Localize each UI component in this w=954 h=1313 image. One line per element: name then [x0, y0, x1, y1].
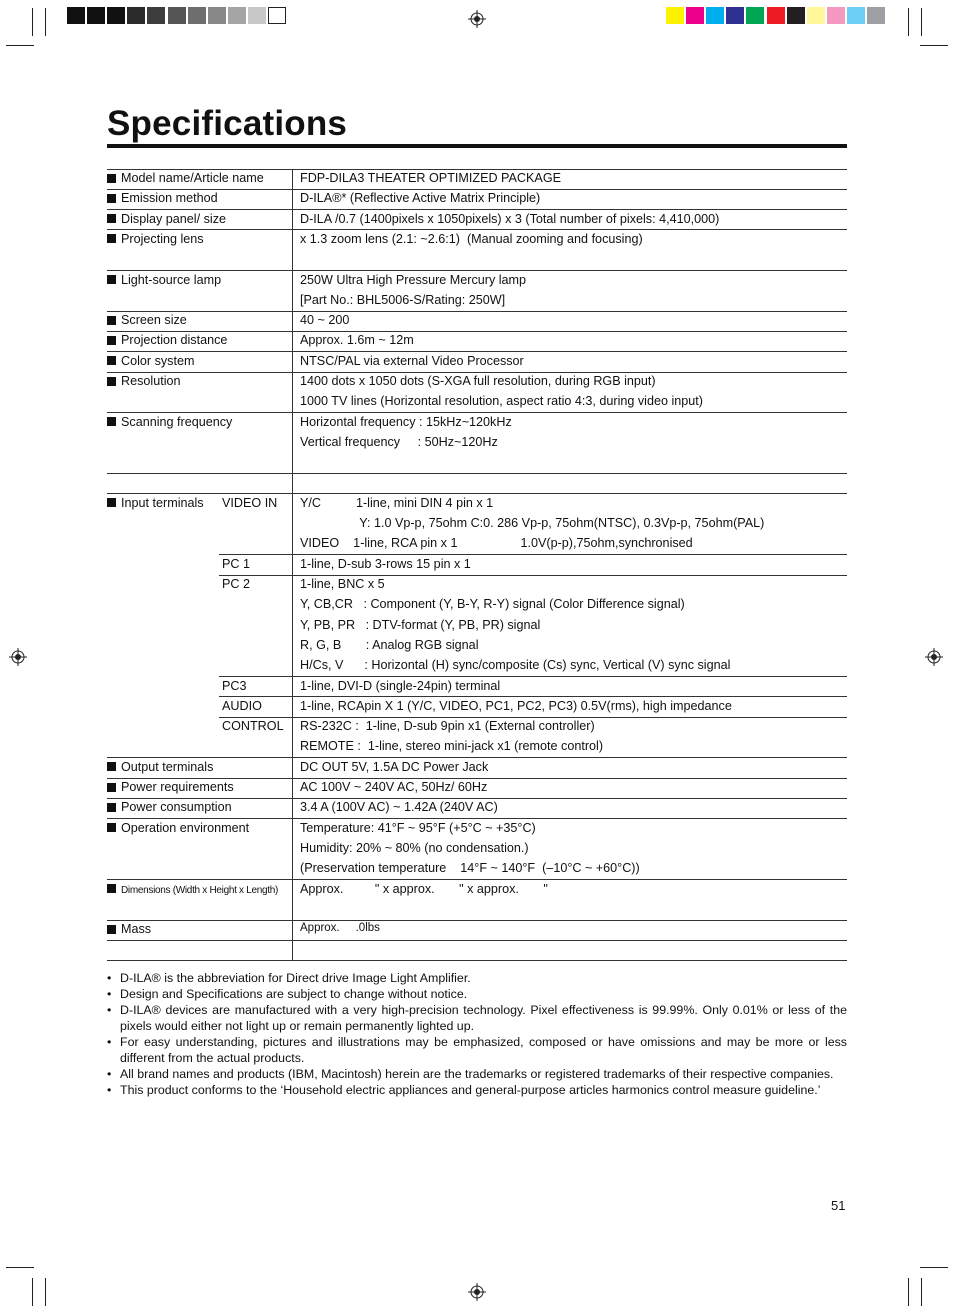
- page-title: Specifications: [107, 104, 348, 143]
- spec-value-line: REMOTE : 1-line, stereo mini-jack x1 (remote control): [300, 739, 604, 754]
- spec-value-line: 3.4 A (100V AC) ~ 1.42A (240V AC): [300, 800, 498, 815]
- color-swatch: [767, 7, 785, 24]
- spec-label: Emission method: [107, 191, 218, 205]
- gray-swatch: [248, 7, 266, 24]
- spec-row: [107, 311, 847, 331]
- spec-value-line: 1-line, BNC x 5: [300, 577, 385, 591]
- bullet-icon: •: [107, 1067, 112, 1081]
- spec-label: Display panel/ size: [107, 212, 226, 226]
- spec-row: [107, 697, 847, 717]
- spec-value-line: Humidity: 20% ~ 80% (no condensation.): [300, 840, 529, 855]
- color-swatch: [746, 7, 764, 24]
- square-bullet-icon: [107, 234, 116, 243]
- spec-row: [107, 575, 847, 677]
- spec-value-line: FDP-DILA3 THEATER OPTIMIZED PACKAGE: [300, 171, 562, 185]
- spec-value-line: VIDEO 1-line, RCA pin x 1 1.0V(p-p),75ohm,synchronised: [300, 536, 693, 551]
- spec-value-line: Approx. .0lbs: [300, 922, 380, 935]
- spec-row: [107, 819, 847, 880]
- spec-row: [107, 372, 847, 413]
- square-bullet-icon: [107, 783, 116, 792]
- spec-label: Scanning frequency: [107, 415, 232, 429]
- color-swatch: [807, 7, 825, 24]
- color-swatch: [666, 7, 684, 24]
- bullet-icon: •: [107, 1035, 112, 1049]
- spec-sub-label: CONTROL: [222, 719, 284, 734]
- spec-row: [107, 413, 847, 474]
- spec-sub-label: PC 2: [222, 577, 250, 591]
- color-swatch: [726, 7, 744, 24]
- square-bullet-icon: [107, 803, 116, 812]
- registration-mark-icon: [468, 1283, 486, 1301]
- spec-value-line: 1400 dots x 1050 dots (S-XGA full resolution, during RGB input): [300, 374, 656, 388]
- page-number: 51: [831, 1198, 846, 1213]
- spec-row: [107, 555, 847, 575]
- spec-label: Output terminals: [107, 760, 213, 774]
- color-swatch: [847, 7, 865, 24]
- spec-value-line: AC 100V ~ 240V AC, 50Hz/ 60Hz: [300, 780, 488, 794]
- spec-label: Power requirements: [107, 780, 234, 794]
- square-bullet-icon: [107, 925, 116, 934]
- square-bullet-icon: [107, 336, 116, 345]
- square-bullet-icon: [107, 174, 116, 183]
- color-swatch: [827, 7, 845, 24]
- spec-row: [107, 494, 847, 555]
- spec-value-line: [Part No.: BHL5006-S/Rating: 250W]: [300, 292, 506, 307]
- footnote-item: • For easy understanding, pictures and illustrations may be emphasized, composed or have omissions and may be more or less different from the actual products.: [107, 1035, 847, 1065]
- square-bullet-icon: [107, 884, 116, 893]
- spec-value-line: D-ILA®* (Reflective Active Matrix Principle): [300, 191, 541, 206]
- square-bullet-icon: [107, 214, 116, 223]
- gray-swatch: [268, 7, 286, 24]
- color-swatch: [686, 7, 704, 24]
- gray-swatch: [147, 7, 165, 24]
- spec-value-line: NTSC/PAL via external Video Processor: [300, 353, 524, 368]
- spec-row: [107, 778, 847, 798]
- spec-label: Power consumption: [107, 800, 232, 814]
- spec-value-line: D-ILA /0.7 (1400pixels x 1050pixels) x 3 (Total number of pixels: 4,410,000): [300, 211, 720, 226]
- spec-value-line: 1000 TV lines (Horizontal resolution, aspect ratio 4:3, during video input): [300, 394, 703, 409]
- square-bullet-icon: [107, 417, 116, 426]
- spec-value-line: 1-line, RCApin X 1 (Y/C, VIDEO, PC1, PC2, PC3) 0.5V(rms), high impedance: [300, 698, 732, 713]
- gray-swatch: [188, 7, 206, 24]
- spec-value-line: Approx. " x approx. " x approx. ": [300, 881, 548, 896]
- spec-label: Light-source lamp: [107, 273, 221, 287]
- spec-sub-label: AUDIO: [222, 698, 262, 713]
- footnote-item: • D-ILA® is the abbreviation for Direct drive Image Light Amplifier.: [107, 971, 471, 985]
- bullet-icon: •: [107, 1083, 112, 1097]
- spec-label: Operation environment: [107, 821, 249, 835]
- spec-label: Screen size: [107, 313, 187, 327]
- spec-label: Model name/Article name: [107, 171, 264, 185]
- spec-row: [107, 189, 847, 209]
- spec-row: [107, 331, 847, 351]
- spec-value-line: Y/C 1-line, mini DIN 4 pin x 1: [300, 495, 494, 510]
- color-swatch: [787, 7, 805, 24]
- spec-value-line: RS-232C : 1-line, D-sub 9pin x1 (External controller): [300, 719, 595, 734]
- spec-value-line: 250W Ultra High Pressure Mercury lamp: [300, 272, 527, 287]
- spec-sub-label: PC 1: [222, 556, 250, 571]
- spec-row: [107, 798, 847, 818]
- spec-value-line: (Preservation temperature 14°F ~ 140°F (–10°C ~ +60°C)): [300, 861, 640, 876]
- gray-swatch: [107, 7, 125, 24]
- spec-label: Input terminals: [107, 496, 204, 510]
- registration-mark-icon: [925, 648, 943, 666]
- title-rule: [107, 144, 847, 148]
- spec-row: [107, 758, 847, 778]
- spec-value-line: Temperature: 41°F ~ 95°F (+5°C ~ +35°C): [300, 820, 536, 835]
- spec-row: [107, 474, 847, 494]
- footnote-item: • D-ILA® devices are manufactured with a very high-precision technology. Pixel effectiveness is 99.99%. Only 0.01% or less of the pixels would either not light up or remain permanently lighted up.: [107, 1003, 847, 1033]
- spec-value-line: Approx. 1.6m ~ 12m: [300, 333, 414, 348]
- spec-label: Dimensions (Width x Height x Length): [107, 882, 278, 896]
- gray-swatch: [208, 7, 226, 24]
- spec-row: [107, 717, 847, 758]
- spec-value-line: Horizontal frequency : 15kHz~120kHz: [300, 414, 512, 429]
- bullet-icon: •: [107, 1003, 112, 1017]
- color-swatch: [867, 7, 885, 24]
- gray-swatch: [87, 7, 105, 24]
- spec-row: [107, 880, 847, 921]
- square-bullet-icon: [107, 356, 116, 365]
- spec-value-line: R, G, B : Analog RGB signal: [300, 637, 479, 652]
- spec-label: Mass: [107, 922, 151, 936]
- square-bullet-icon: [107, 275, 116, 284]
- table-bottom-rule: [107, 960, 847, 961]
- spec-row: [107, 920, 847, 940]
- square-bullet-icon: [107, 377, 116, 386]
- square-bullet-icon: [107, 194, 116, 203]
- square-bullet-icon: [107, 823, 116, 832]
- footnote-item: • All brand names and products (IBM, Macintosh) herein are the trademarks or registered trademarks of their respective companies.: [107, 1067, 834, 1081]
- spec-label: Resolution: [107, 374, 181, 388]
- spec-value-line: Vertical frequency : 50Hz~120Hz: [300, 434, 498, 449]
- footnote-item: • This product conforms to the ‘Household electric appliances and general-purpose articles harmonics control measure guideline.’: [107, 1083, 821, 1097]
- footnote-item: • Design and Specifications are subject to change without notice.: [107, 987, 468, 1001]
- registration-mark-icon: [9, 648, 27, 666]
- spec-row: [107, 677, 847, 697]
- spec-sub-label: VIDEO IN: [222, 495, 278, 510]
- gray-swatch: [228, 7, 246, 24]
- spec-value-line: 1-line, D-sub 3-rows 15 pin x 1: [300, 556, 471, 571]
- spec-row: [107, 230, 847, 271]
- spec-value-line: H/Cs, V : Horizontal (H) sync/composite (Cs) sync, Vertical (V) sync signal: [300, 658, 731, 673]
- spec-value-line: 40 ~ 200: [300, 313, 350, 328]
- spec-row: [107, 271, 847, 312]
- spec-value-line: x 1.3 zoom lens (2.1: ~2.6:1) (Manual zooming and focusing): [300, 231, 643, 246]
- spec-sub-label: PC3: [222, 678, 247, 693]
- spec-value-line: DC OUT 5V, 1.5A DC Power Jack: [300, 759, 489, 774]
- square-bullet-icon: [107, 762, 116, 771]
- bullet-icon: •: [107, 987, 112, 1001]
- bullet-icon: •: [107, 971, 112, 985]
- spec-label: Color system: [107, 354, 194, 368]
- spec-row: [107, 352, 847, 372]
- gray-swatch: [67, 7, 85, 24]
- gray-swatch: [127, 7, 145, 24]
- footnotes: [107, 970, 847, 1098]
- table-column-divider: [292, 169, 293, 961]
- square-bullet-icon: [107, 316, 116, 325]
- spec-row: [107, 169, 847, 189]
- registration-mark-icon: [468, 10, 486, 28]
- color-swatch: [706, 7, 724, 24]
- square-bullet-icon: [107, 498, 116, 507]
- spec-label: Projection distance: [107, 333, 227, 347]
- spec-value-line: Y, CB,CR : Component (Y, B-Y, R-Y) signal (Color Difference signal): [300, 597, 685, 612]
- spec-value-line: Y, PB, PR : DTV-format (Y, PB, PR) signal: [300, 617, 541, 632]
- spec-row: [107, 210, 847, 230]
- spec-value-line: Y: 1.0 Vp-p, 75ohm C:0. 286 Vp-p, 75ohm(NTSC), 0.3Vp-p, 75ohm(PAL): [300, 516, 765, 531]
- spec-row: [107, 940, 847, 960]
- spec-value-line: 1-line, DVI-D (single-24pin) terminal: [300, 678, 501, 693]
- spec-label: Projecting lens: [107, 232, 204, 246]
- gray-swatch: [168, 7, 186, 24]
